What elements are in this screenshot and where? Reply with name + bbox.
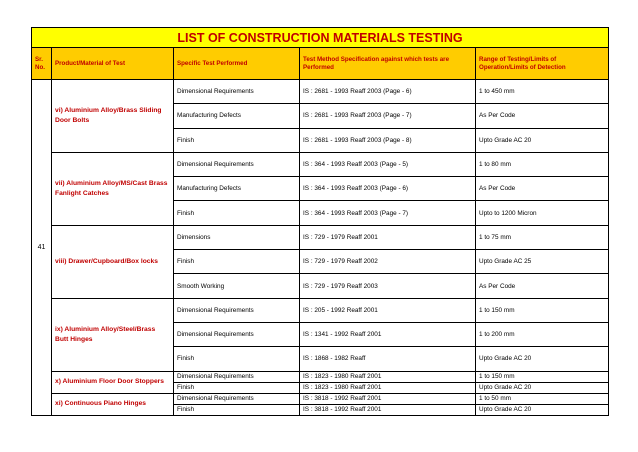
method-cell: IS : 1868 - 1982 Reaff bbox=[300, 347, 476, 371]
test-cell: Dimensional Requirements bbox=[174, 393, 300, 404]
product-cell: viii) Drawer/Cupboard/Box locks bbox=[52, 225, 174, 298]
product-cell: ix) Aluminium Alloy/Steel/Brass Butt Hinges bbox=[52, 298, 174, 371]
range-cell: As Per Code bbox=[476, 177, 609, 201]
method-cell: IS : 729 - 1979 Reaff 2001 bbox=[300, 225, 476, 249]
method-cell: IS : 2681 - 1993 Reaff 2003 (Page - 7) bbox=[300, 104, 476, 128]
table-row bbox=[32, 80, 609, 104]
test-cell: Dimensional Requirements bbox=[174, 298, 300, 322]
product-cell: vii) Aluminium Alloy/MS/Cast Brass Fanlight Catches bbox=[52, 152, 174, 225]
test-cell: Finish bbox=[174, 201, 300, 225]
method-cell: IS : 364 - 1993 Reaff 2003 (Page - 6) bbox=[300, 177, 476, 201]
sr-no-cell: 41 bbox=[32, 80, 52, 416]
page-title: LIST OF CONSTRUCTION MATERIALS TESTING bbox=[32, 28, 609, 48]
product-cell: xi) Continuous Piano Hinges bbox=[52, 393, 174, 415]
range-cell: Upto to 1200 Micron bbox=[476, 201, 609, 225]
test-cell: Finish bbox=[174, 347, 300, 371]
test-cell: Dimensional Requirements bbox=[174, 152, 300, 176]
test-cell: Finish bbox=[174, 128, 300, 152]
range-cell: Upto Grade AC 20 bbox=[476, 347, 609, 371]
method-cell: IS : 2681 - 1993 Reaff 2003 (Page - 8) bbox=[300, 128, 476, 152]
table-row bbox=[32, 371, 609, 382]
range-cell: 1 to 200 mm bbox=[476, 322, 609, 346]
header-method: Test Method Specification against which tests are Performed bbox=[300, 48, 476, 80]
table-row bbox=[32, 298, 609, 322]
test-cell: Smooth Working bbox=[174, 274, 300, 298]
range-cell: As Per Code bbox=[476, 274, 609, 298]
product-cell: x) Aluminium Floor Door Stoppers bbox=[52, 371, 174, 393]
method-cell: IS : 729 - 1979 Reaff 2002 bbox=[300, 250, 476, 274]
test-cell: Dimensional Requirements bbox=[174, 322, 300, 346]
header-range: Range of Testing/Limits of Operation/Limits of Detection bbox=[476, 48, 609, 80]
range-cell: 1 to 80 mm bbox=[476, 152, 609, 176]
table-row bbox=[32, 393, 609, 404]
range-cell: 1 to 75 mm bbox=[476, 225, 609, 249]
range-cell: Upto Grade AC 25 bbox=[476, 250, 609, 274]
method-cell: IS : 364 - 1993 Reaff 2003 (Page - 7) bbox=[300, 201, 476, 225]
test-cell: Finish bbox=[174, 250, 300, 274]
range-cell: 1 to 150 mm bbox=[476, 298, 609, 322]
test-cell: Finish bbox=[174, 404, 300, 415]
method-cell: IS : 364 - 1993 Reaff 2003 (Page - 5) bbox=[300, 152, 476, 176]
test-cell: Manufacturing Defects bbox=[174, 104, 300, 128]
range-cell: 1 to 50 mm bbox=[476, 393, 609, 404]
table-row bbox=[32, 152, 609, 176]
range-cell: Upto Grade AC 20 bbox=[476, 128, 609, 152]
header-row bbox=[32, 48, 609, 80]
test-cell: Manufacturing Defects bbox=[174, 177, 300, 201]
method-cell: IS : 2681 - 1993 Reaff 2003 (Page - 6) bbox=[300, 80, 476, 104]
method-cell: IS : 1823 - 1980 Reaff 2001 bbox=[300, 382, 476, 393]
range-cell: 1 to 450 mm bbox=[476, 80, 609, 104]
method-cell: IS : 3818 - 1992 Reaff 2001 bbox=[300, 404, 476, 415]
test-cell: Dimensional Requirements bbox=[174, 371, 300, 382]
method-cell: IS : 1823 - 1980 Reaff 2001 bbox=[300, 371, 476, 382]
method-cell: IS : 3818 - 1992 Reaff 2001 bbox=[300, 393, 476, 404]
test-cell: Finish bbox=[174, 382, 300, 393]
method-cell: IS : 205 - 1992 Reaff 2001 bbox=[300, 298, 476, 322]
materials-testing-sheet bbox=[31, 27, 608, 416]
test-cell: Dimensions bbox=[174, 225, 300, 249]
table-row bbox=[32, 225, 609, 249]
range-cell: Upto Grade AC 20 bbox=[476, 404, 609, 415]
product-cell: vi) Aluminium Alloy/Brass Sliding Door Bolts bbox=[52, 80, 174, 153]
test-cell: Dimensional Requirements bbox=[174, 80, 300, 104]
range-cell: Upto Grade AC 20 bbox=[476, 382, 609, 393]
range-cell: As Per Code bbox=[476, 104, 609, 128]
header-test: Specific Test Performed bbox=[174, 48, 300, 80]
header-product: Product/Material of Test bbox=[52, 48, 174, 80]
testing-table bbox=[31, 27, 609, 416]
range-cell: 1 to 150 mm bbox=[476, 371, 609, 382]
header-sr-no: Sr. No. bbox=[32, 48, 52, 80]
method-cell: IS : 1341 - 1992 Reaff 2001 bbox=[300, 322, 476, 346]
method-cell: IS : 729 - 1979 Reaff 2003 bbox=[300, 274, 476, 298]
